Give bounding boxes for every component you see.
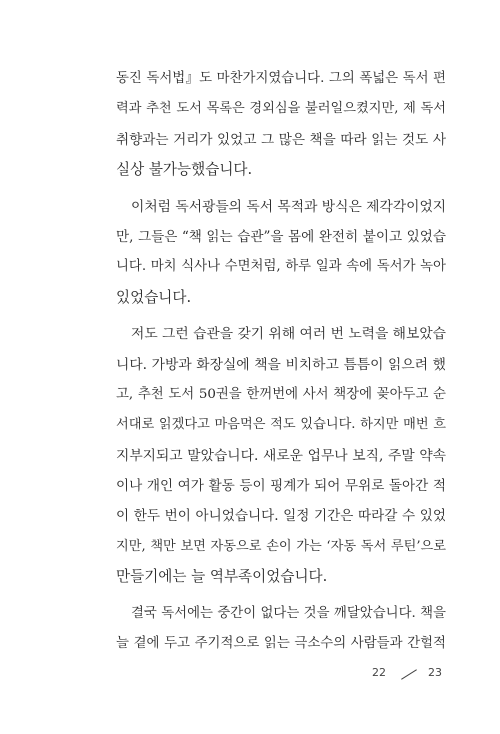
text-line: 니다. 마치 식사나 수면처럼, 하루 일과 속에 독서가 녹아 <box>116 259 446 275</box>
text-line: 실상 불가능했습니다. <box>116 161 253 179</box>
text-line: 늘 곁에 두고 주기적으로 읽는 극소수의 사람들과 간헐적 <box>116 636 446 652</box>
paragraph <box>116 64 446 186</box>
text-line: 이 한두 번이 아니었습니다. 일정 기간은 따라갈 수 있었 <box>116 508 446 525</box>
text-line: 니다. 가방과 화장실에 책을 비치하고 틈틈이 읽으려 했 <box>116 356 446 373</box>
text-line: 만, 그들은 “책 읽는 습관”을 몸에 완전히 붙이고 있었습 <box>116 228 446 245</box>
page-separator-slash <box>401 669 417 679</box>
text-line: 있었습니다. <box>116 288 192 306</box>
text-line: 결국 독서에는 중간이 없다는 것을 깨달았습니다. 책을 <box>131 605 446 621</box>
text-line: 이나 개인 여가 활동 등이 핑계가 되어 무위로 돌아간 적 <box>116 478 446 495</box>
text-line: 서대로 읽겠다고 마음먹은 적도 있습니다. 하지만 매번 흐 <box>116 417 446 433</box>
text-line: 지만, 책만 보면 자동으로 손이 가는 ‘자동 독서 루틴’으로 <box>116 538 446 554</box>
paragraph <box>116 599 446 660</box>
left-page-number: 22 <box>372 666 386 679</box>
text-line: 고, 추천 도서 50권을 한꺼번에 사서 책장에 꽂아두고 순 <box>116 386 446 402</box>
page-numbers <box>360 666 450 684</box>
body-text <box>116 64 446 659</box>
text-line: 지부지되고 말았습니다. 새로운 업무나 보직, 주말 약속 <box>116 447 446 464</box>
text-line: 만들기에는 늘 역부족이었습니다. <box>116 568 328 586</box>
text-line: 동진 독서법』도 마찬가지였습니다. 그의 폭넓은 독서 편 <box>116 71 446 86</box>
text-line: 력과 추천 도서 목록은 경외심을 불러일으켰지만, 제 독서 <box>116 101 446 117</box>
right-page-number: 23 <box>428 666 442 679</box>
text-line: 취향과는 거리가 있었고 그 많은 책을 따라 읽는 것도 사 <box>116 131 446 148</box>
text-line: 저도 그런 습관을 갖기 위해 여러 번 노력을 해보았습 <box>131 326 446 343</box>
paragraph <box>116 319 446 593</box>
text-line: 이처럼 독서광들의 독서 목적과 방식은 제각각이었지 <box>131 198 447 215</box>
paragraph <box>116 192 446 314</box>
